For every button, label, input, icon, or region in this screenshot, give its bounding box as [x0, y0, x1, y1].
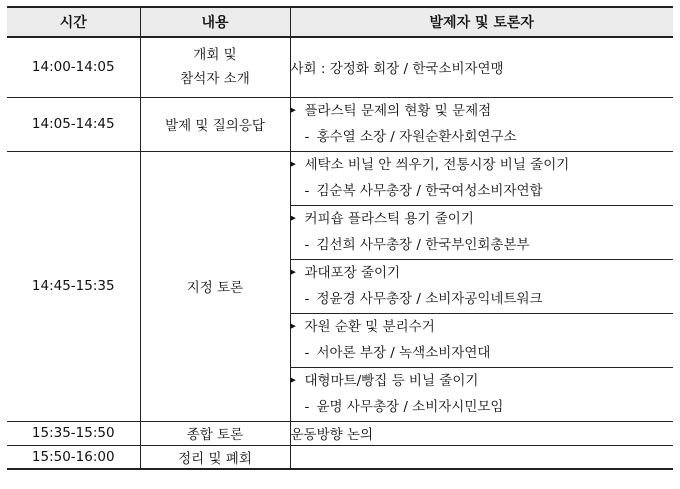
topic-title: 과대포장 줄이기 — [304, 265, 401, 281]
speaker-line — [291, 394, 674, 420]
content-cell: 발제 및 질의응답 — [140, 97, 290, 151]
header-row — [7, 7, 673, 37]
table-row-general-discussion — [7, 421, 673, 445]
content-cell: 지정 토론 — [140, 151, 290, 421]
table-row-presentation — [7, 97, 673, 151]
topic-line — [291, 368, 674, 394]
content-cell — [140, 37, 290, 97]
speaker-name: 윤명 사무총장 / 소비자시민모임 — [316, 399, 504, 415]
dash-mark: - — [304, 345, 310, 361]
dash-mark: - — [304, 399, 310, 415]
dash-mark: - — [304, 291, 310, 307]
time-cell: 14:05-14:45 — [7, 97, 140, 151]
time-cell: 14:45-15:35 — [7, 151, 140, 421]
speaker-line — [291, 340, 674, 366]
table-row-closing — [7, 445, 673, 469]
bullet-icon: ▶ — [290, 376, 296, 384]
header-presenter: 발제자 및 토론자 — [290, 7, 673, 37]
content-cell: 정리 및 폐회 — [140, 445, 290, 469]
speaker-line — [291, 124, 674, 150]
header-time: 시간 — [7, 7, 140, 37]
topic-line — [291, 98, 674, 124]
topic-title: 세탁소 비닐 안 씌우기, 전통시장 비닐 줄이기 — [304, 157, 570, 173]
topic-cell — [290, 205, 673, 259]
speaker-name: 정윤경 사무총장 / 소비자공익네트워크 — [316, 291, 543, 307]
speaker-name: 서아론 부장 / 녹색소비자연대 — [316, 345, 491, 361]
topic-line — [291, 152, 674, 178]
topic-title: 대형마트/빵집 등 비닐 줄이기 — [304, 373, 479, 389]
schedule-table — [7, 6, 673, 470]
topic-line — [291, 314, 674, 340]
bullet-icon: ▶ — [290, 268, 296, 276]
speaker-name: 김선희 사무총장 / 한국부인회총본부 — [316, 237, 530, 253]
header-content: 내용 — [140, 7, 290, 37]
topic-line — [291, 206, 674, 232]
topic-cell — [290, 97, 673, 151]
content-line: 개회 및 — [193, 47, 237, 64]
bullet-icon: ▶ — [290, 322, 296, 330]
topic-cell — [290, 151, 673, 205]
content-cell: 종합 토론 — [140, 421, 290, 445]
topic-title: 자원 순환 및 분리수거 — [304, 319, 435, 335]
dash-mark: - — [304, 183, 310, 199]
bullet-icon: ▶ — [290, 106, 296, 114]
topic-line — [291, 260, 674, 286]
speaker-line — [291, 232, 674, 258]
speaker-name: 김순복 사무총장 / 한국여성소비자연합 — [316, 183, 543, 199]
speaker-line — [291, 178, 674, 204]
table-row-discussion — [7, 151, 673, 205]
presenter-cell: 사회 : 강정화 회장 / 한국소비자연맹 — [290, 37, 673, 97]
bullet-icon: ▶ — [290, 160, 296, 168]
time-cell: 14:00-14:05 — [7, 37, 140, 97]
topic-cell — [290, 259, 673, 313]
time-cell: 15:35-15:50 — [7, 421, 140, 445]
dash-mark: - — [304, 129, 310, 145]
presenter-cell — [290, 445, 673, 469]
bullet-icon: ▶ — [290, 214, 296, 222]
speaker-name: 홍수열 소장 / 자원순환사회연구소 — [316, 129, 517, 145]
content-line: 참석자 소개 — [180, 71, 250, 88]
speaker-line — [291, 286, 674, 312]
table-row-opening — [7, 37, 673, 97]
topic-cell — [290, 313, 673, 367]
topic-cell — [290, 367, 673, 421]
dash-mark: - — [304, 237, 310, 253]
time-cell: 15:50-16:00 — [7, 445, 140, 469]
topic-title: 커피숍 플라스틱 용기 줄이기 — [304, 211, 474, 227]
presenter-cell: 운동방향 논의 — [290, 421, 673, 445]
topic-title: 플라스틱 문제의 현황 및 문제점 — [304, 103, 492, 119]
